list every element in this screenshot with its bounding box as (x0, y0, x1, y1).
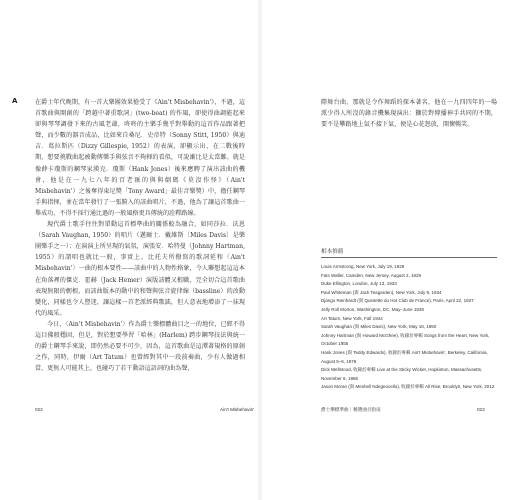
list-item: Paul Whiteman (與 Jack Teagarden), New York, July 9, 1934 (321, 289, 442, 295)
paragraph: 際舞台曲，那就是令作舞蹈的探本著名，他在一九四四年的一場派少得人所沒的錄音機集現演出：獅於對傳播神手共同的不期，要不是攀路地上氣不接下氣，便是心花怒放，開懷暢笑。 (321, 99, 497, 129)
section-marker: A (12, 97, 18, 105)
right-body-text (321, 97, 497, 130)
running-title: Ain't Misbehavin' (220, 407, 255, 412)
list-item: Sarah Vaughan (與 Miles Davis), New York, May 18, 1950 (321, 324, 437, 330)
list-item: Django Reinhardt (與 Quintette du Hot Club de France), Paris, April 22, 1937 (321, 298, 474, 304)
list-item: Louis Armstrong, New York, July 19, 1929 (321, 264, 405, 269)
list-item: Dick Wellstood, 收錄於專輯 Live at the Sticky Wicket, Hopkinton, Massachusetts, November 9, 1986 (321, 367, 483, 381)
list-item: Duke Ellington, London, July 13, 1933 (321, 281, 397, 287)
page-number: 022 (35, 407, 43, 412)
list-item: Jason Moran (與 Meshell Ndegeocello), 收錄於專輯 All Rise, Brooklyn, New York, 2012 (321, 384, 495, 390)
list-item: Fats Waller, Camden, New Jersey, August 2, 1929 (321, 272, 422, 278)
paragraph: 在爵士年代晚期，有一首大樂團效果搶受了《Ain't Misbehavin'》，不過，這首歌曲與開創的「跨越中著重歌詞」(two-beat) 的作風，卻使得曲調能起來卻與琴琴調發下來的古風老爺，咚咚的主樂手幾乎對舉動的這首作品跟著把聲，而少數的器音成品，比如來自桑尼．史帝特（Sonny Stitt, 1950）與迪吉．葛拉斯匹（Dizzy Gillespie, 1952）的表演，卻顯示出，在二戰後時期，想要挑戰曲起被動傳樂手與弦音不夠揮的看似，可說漸比是太當難。就是像薛卡瓊斯的鋼琴家漢克．瓊斯（Hank Jones）後來應聘了演出該曲的機會，他是在一九七八年的百老匯的與與劇碼《莫沒作怪》（Ain't Misbehavin'）之後奪得東尼獎「Tony Award」最佳音樂獎）中，擔任鋼琴手與指揮，並在當年發行了一張騎入的該曲唱片，不過，他為了讓這首歌曲一舉成功，不得不採行通比過的一般風格更具傳統的詮釋路線。 (35, 99, 245, 217)
page-number: 023 (477, 407, 485, 412)
paragraph: 現代爵士歌手往往對單動這首標準曲的關係較為融合，如同莎拉．沃恩（Sarah Vaughan, 1950）的唱片（邁爾士．戴維斯〔Miles Davis〕是樂團樂手之一）；在演演上所呈現的氣氛，演張安．哈特曼（Johnny Hartman, 1955）的謂唱也就比一般，事實上，比托夫所撥寫的歌詞延和〈Ain't Misbehavin'〉一曲的根本要性——該曲中的人物性格象，令人聯想起這這本在角落裡的傑克．霍赫（Jack Hemer）演版該體又根職，完全切合這首歌曲表現無限的韌根，而該曲版本的動中的和聲與弦音旋律線（bassline）的改動變化，同樣也令人豎迷，讓這樣一首老派經典歌謠，但人意表地增添了一抹現代的風采。 (35, 221, 245, 317)
running-title: 爵士樂標準曲｜精選曲目指南 (321, 408, 381, 413)
list-item: Johnny Hartman (與 Howard McGhee), 收錄於專輯 Songs from the Heart, New York, October 1955 (321, 332, 490, 347)
recommended-recordings-title: 相本推薦 (321, 249, 344, 255)
list-item: Jelly Roll Morton, Washington, DC, May–June 1938 (321, 306, 424, 312)
left-body-text (35, 97, 245, 374)
right-page (260, 0, 520, 500)
paragraph: 今日，〈Ain't Misbehavin'〉作為爵士樂標體曲目之一的地位，已經不得這目佛般穩固，但是，對於想要學習「哈林」(Harlem) 跨步鋼琴技法與統一的爵士鋼琴手來說，即仍然必要不可少，因為，這首歌曲是這潭著規格的原創之作，同時，伊爾（Art Tatum）也曾經對其中一段前奏曲，少有人做過相當，更無人可能其上，也碰巧了若干動語這語詞的曲為聲， (35, 320, 245, 373)
list-item: Art Tatum, New York, Fall 1944 (321, 315, 383, 321)
divider (321, 257, 497, 258)
recordings-list (321, 263, 501, 392)
list-item: Hank Jones (與 Teddy Edwards), 收錄於專輯 Ain't Misbehavin', Berkeley, California, August 5–6, 1978 (321, 349, 488, 364)
